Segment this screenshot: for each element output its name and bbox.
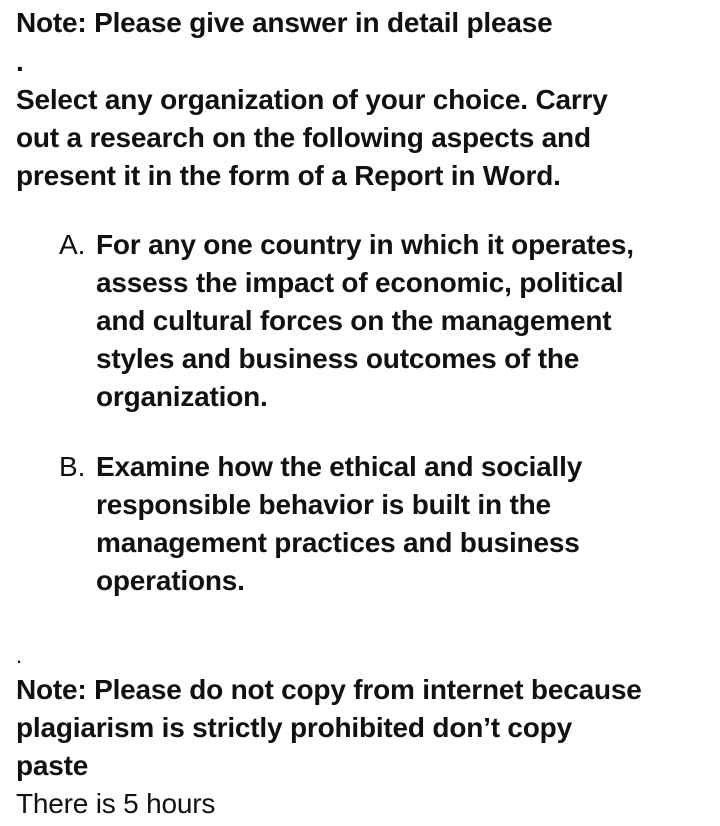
intro-line-3: present it in the form of a Report in Word. bbox=[16, 160, 561, 191]
list-item-a-line-3: and cultural forces on the management bbox=[96, 305, 612, 336]
top-separator: . bbox=[16, 46, 24, 77]
list-item-b-line-4: operations. bbox=[96, 565, 245, 596]
list-marker-b: B. bbox=[59, 451, 86, 482]
list-item-b bbox=[59, 448, 709, 600]
list-item-b-text bbox=[96, 448, 706, 600]
intro-line-1: Select any organization of your choice. Carry bbox=[16, 84, 608, 115]
time-note: There is 5 hours bbox=[16, 788, 216, 819]
list-item-a-line-5: organization. bbox=[96, 381, 268, 412]
list-item-a-line-4: styles and business outcomes of the bbox=[96, 343, 580, 374]
list-item-a-line-2: assess the impact of economic, political bbox=[96, 267, 624, 298]
bottom-note-line-2: plagiarism is strictly prohibited don’t copy bbox=[16, 712, 572, 743]
bottom-note-line-1: Note: Please do not copy from internet because bbox=[16, 674, 642, 705]
list-item-a bbox=[59, 226, 709, 416]
list-item-a-text bbox=[96, 226, 706, 416]
list-item-b-line-1: Examine how the ethical and socially bbox=[96, 451, 583, 482]
list-marker-a: A. bbox=[59, 229, 86, 260]
bottom-note-line-3: paste bbox=[16, 750, 89, 781]
list-item-b-line-2: responsible behavior is built in the bbox=[96, 489, 551, 520]
bottom-separator: . bbox=[16, 643, 23, 668]
list-item-a-line-1: For any one country in which it operates, bbox=[96, 229, 634, 260]
top-note: Note: Please give answer in detail please bbox=[16, 7, 553, 38]
list-item-b-line-3: management practices and business bbox=[96, 527, 580, 558]
intro-line-2: out a research on the following aspects and bbox=[16, 122, 591, 153]
